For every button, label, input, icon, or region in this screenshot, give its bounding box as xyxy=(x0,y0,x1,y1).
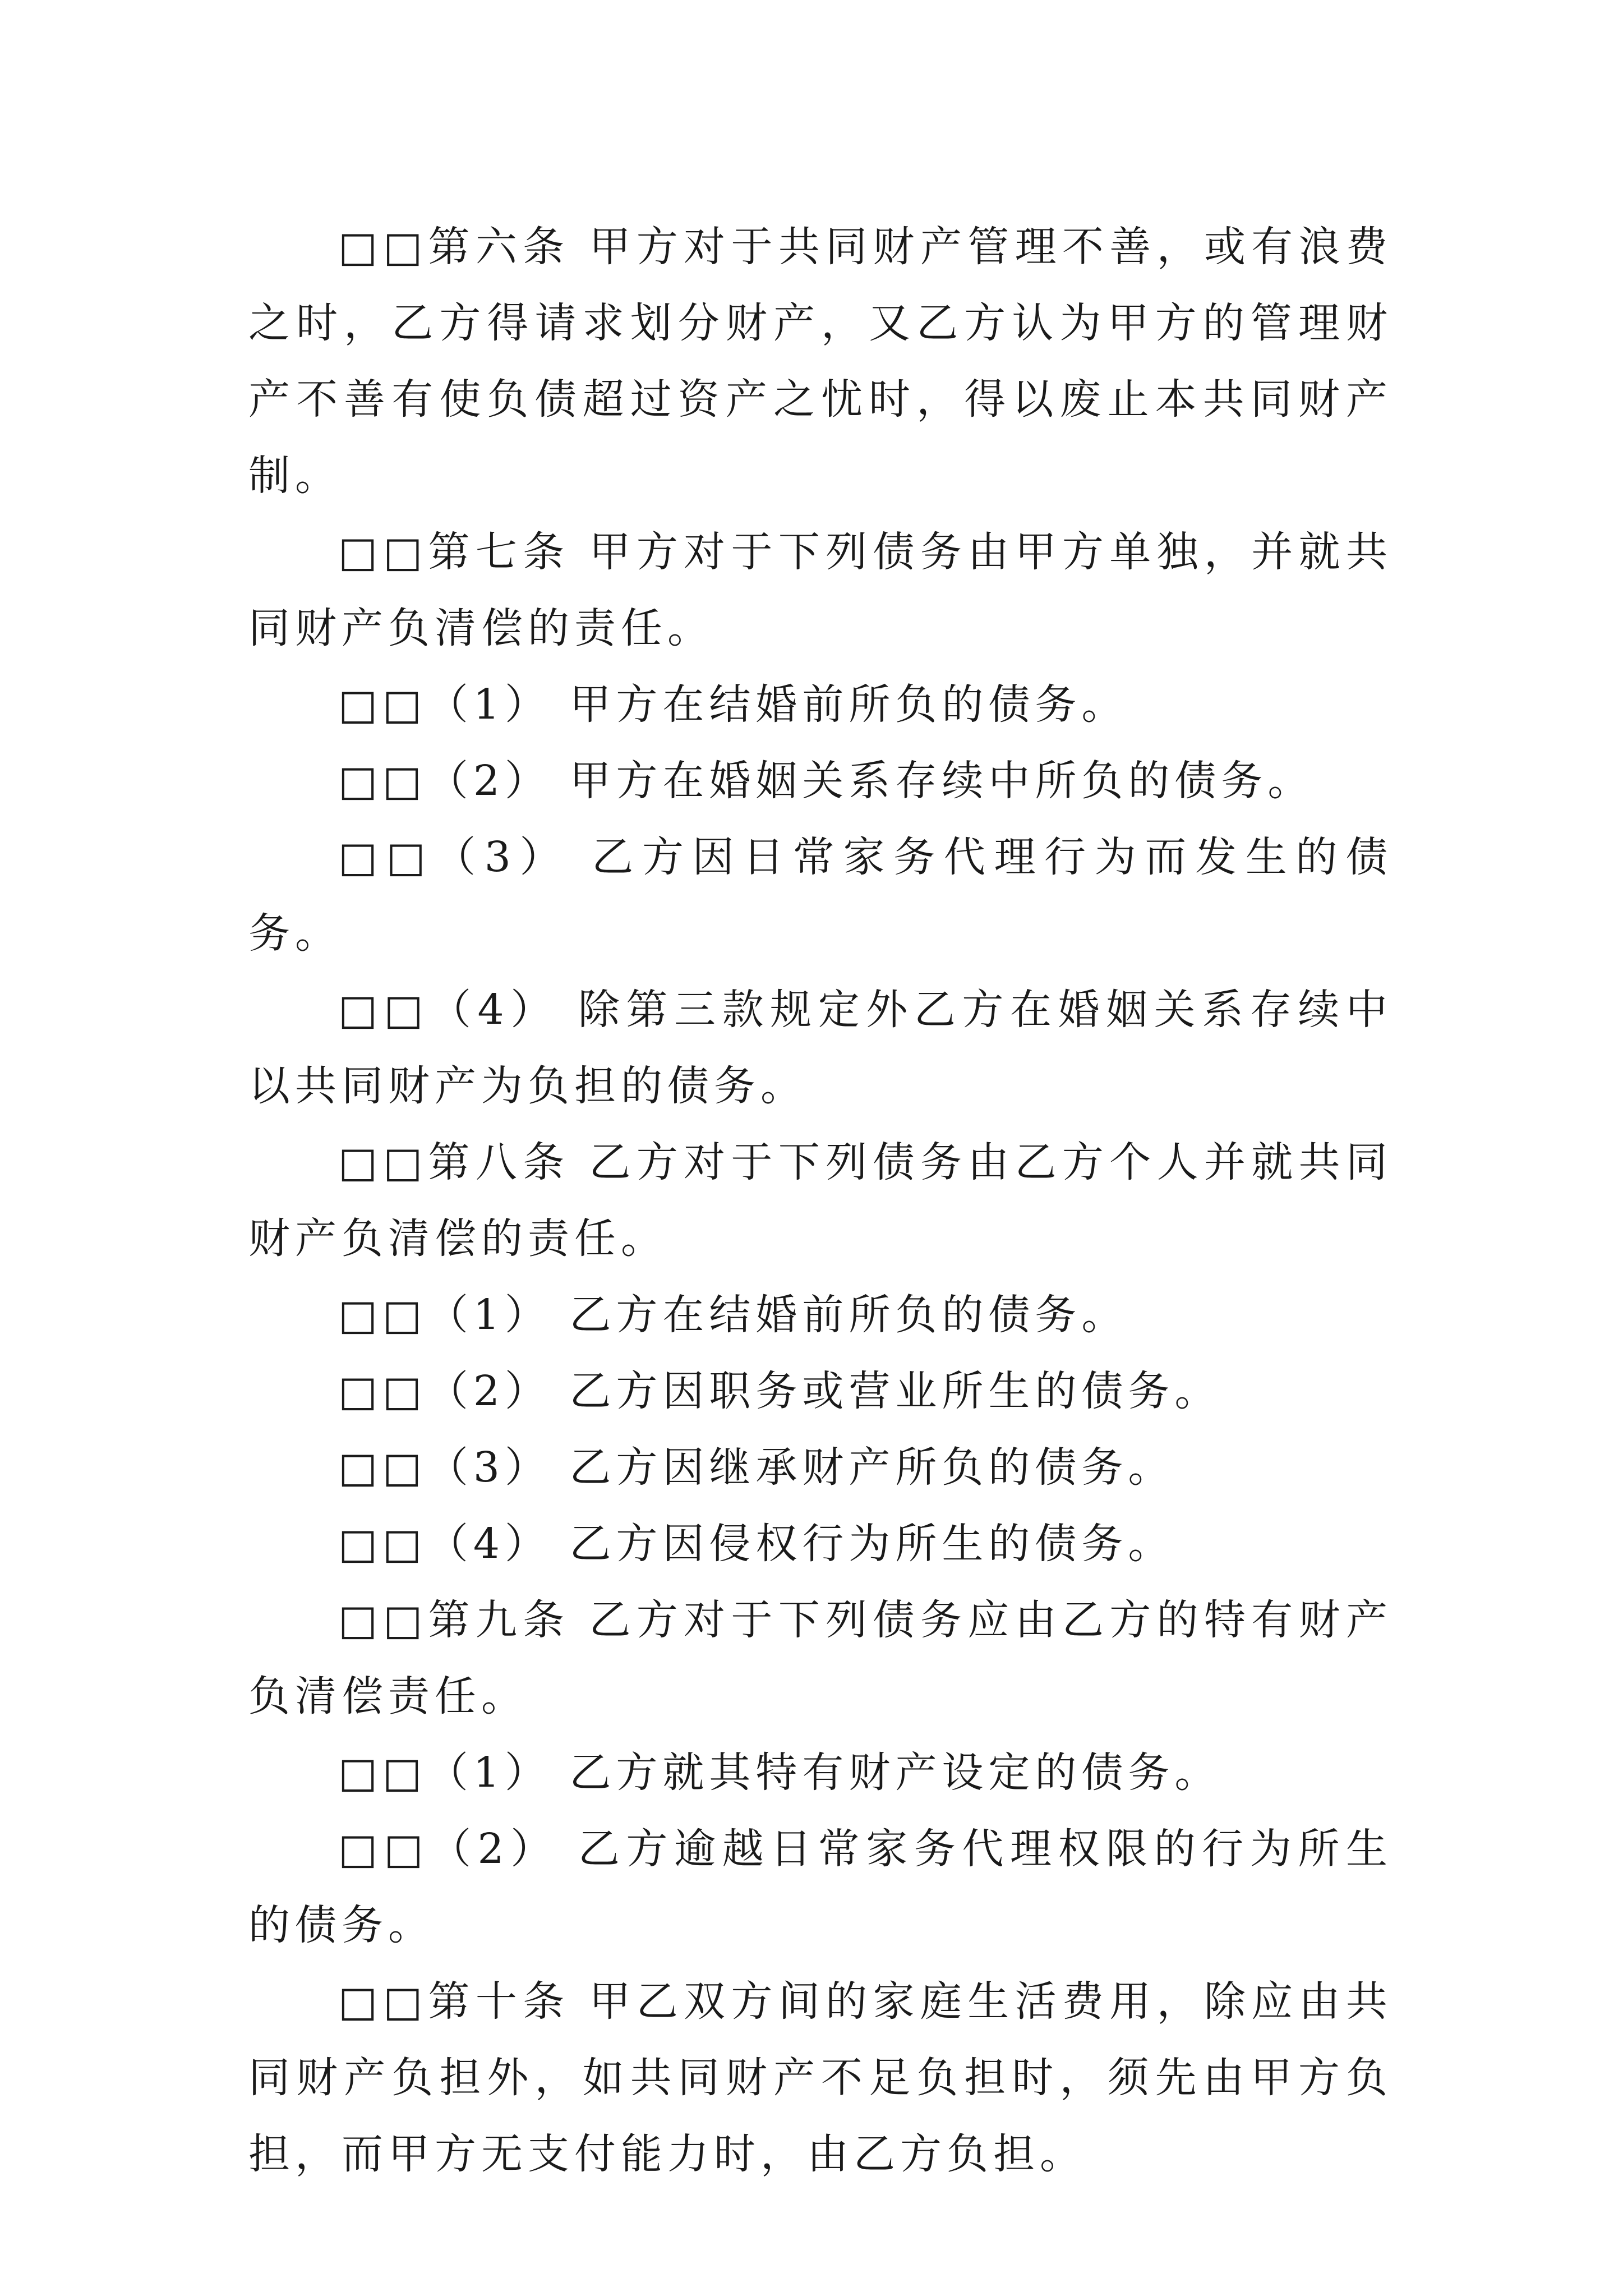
article-7-item-3: □□（3） 乙方因日常家务代理行为而发生的债务。 xyxy=(248,833,1393,958)
article-7-item-4: □□（4） 除第三款规定外乙方在婚姻关系存续中以共同财产为负担的债务。 xyxy=(248,986,1393,1110)
article-8-item-2: □□（2） 乙方因职务或营业所生的债务。 xyxy=(338,1367,1221,1415)
article-8-item-1: □□（1） 乙方在结婚前所负的债务。 xyxy=(338,1291,1128,1339)
article-8-paragraph: □□第八条 乙方对于下列债务由乙方个人并就共同财产负清偿的责任。 xyxy=(248,1138,1393,1263)
article-6-paragraph: □□第六条 甲方对于共同财产管理不善，或有浪费之时，乙方得请求划分财产，又乙方认为甲方的管理财产不善有使负债超过资产之忧时，得以废止本共同财产制。 xyxy=(248,223,1393,500)
article-8-item-4: □□（4） 乙方因侵权行为所生的债务。 xyxy=(338,1520,1175,1568)
document-body xyxy=(248,209,1393,2192)
article-9-paragraph: □□第九条 乙方对于下列债务应由乙方的特有财产负清偿责任。 xyxy=(248,1596,1393,1720)
article-7-paragraph: □□第七条 甲方对于下列债务由甲方单独，并就共同财产负清偿的责任。 xyxy=(248,528,1393,652)
article-9-item-1: □□（1） 乙方就其特有财产设定的债务。 xyxy=(338,1749,1221,1797)
article-7-item-1: □□（1） 甲方在结婚前所负的债务。 xyxy=(338,680,1128,729)
article-8-item-3: □□（3） 乙方因继承财产所负的债务。 xyxy=(338,1443,1175,1492)
article-7-item-2: □□（2） 甲方在婚姻关系存续中所负的债务。 xyxy=(338,757,1315,805)
article-9-item-2: □□（2） 乙方逾越日常家务代理权限的行为所生的债务。 xyxy=(248,1825,1393,1949)
article-10-paragraph: □□第十条 甲乙双方间的家庭生活费用，除应由共同财产负担外，如共同财产不足负担时，须先由甲方负担，而甲方无支付能力时，由乙方负担。 xyxy=(248,1977,1393,2178)
